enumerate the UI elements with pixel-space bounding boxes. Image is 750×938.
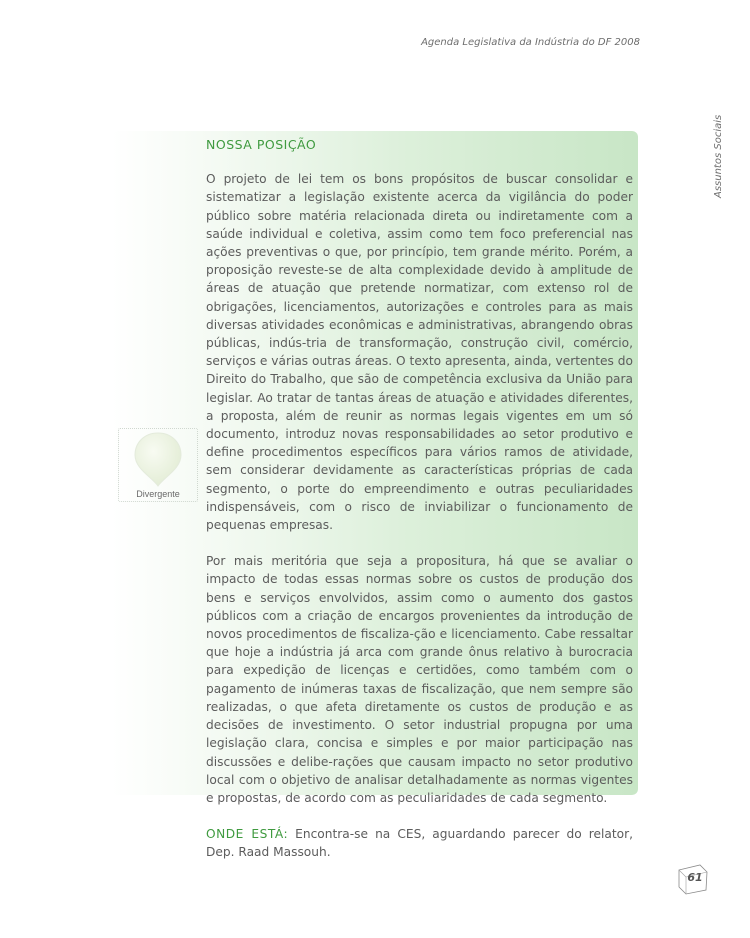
where-label: ONDE ESTÁ: — [206, 827, 289, 842]
map-pin-icon — [132, 431, 184, 487]
page-number: 61 — [687, 871, 703, 884]
running-header: Agenda Legislativa da Indústria do DF 2008 — [421, 37, 640, 48]
section-side-tab — [711, 114, 727, 200]
paragraph-1: O projeto de lei tem os bons propósitos de buscar consolidar e sistematizar a legislação existente acerca da vigilância do poder público sobre matéria relacionada direta ou indiretamente com a saúde individual e coletiva, assim como tem foco preferencial nas ações preventivas o que, por princípio, tem grande mérito. Porém, a proposição reveste-se de alta complexidade devido à amplitude de áreas de atuação que pretende normatizar, com extenso rol de obrigações, licenciamentos, autorizações e controles para as mais diversas atividades econômicas e administrativas, abrangendo obras públicas, indús-tria de transformação, construção civil, comércio, serviços e várias outras áreas. O texto apresenta, ainda, vertentes do Direito do Trabalho, que são de competência exclusiva da União para legislar. Ao tratar de tantas áreas de atuação e atividades diferentes, a proposta, além de reunir as normas legais vigentes em um só documento, introduz novas responsabilidades ao setor produtivo e define procedimentos específicos para vários ramos de atividade, sem considerar devidamente as características próprias de cada segmento, o porte do empreendimento e outras peculiaridades indispensáveis, com o risco de inviabilizar o funcionamento de pequenas empresas. — [206, 172, 633, 533]
indicator-label: Divergente — [136, 489, 180, 499]
page-number-box — [676, 862, 710, 896]
paragraph-2: Por mais meritória que seja a propositura, há que se avaliar o impacto de todas essas normas sobre os custos de produção dos bens e serviços envolvidos, assim como o aumento dos gastos públicos com a criação de encargos provenientes da introdução de novos procedimentos de fiscaliza-ção e licenciamento. Cabe ressaltar que hoje a indústria já arca com grande ônus relativo à burocracia para expedição de licenças e certidões, como também com o pagamento de inúmeras taxas de fiscalização, que nem sempre são realizadas, o que afeta diretamente os custos de produção e as decisões de investimento. O setor industrial propugna por uma legislação clara, concisa e simples e por maior participação nas discussões e delibe-rações que causam impacto no setor produtivo local com o objetivo de analisar detalhadamente as normas vigentes e propostas, de acordo com as peculiaridades de cada segmento. — [206, 554, 633, 805]
position-section — [206, 136, 633, 880]
where-text: Encontra-se na CES, aguardando parecer do relator, Dep. Raad Massouh. — [206, 827, 633, 860]
side-tab-label: Assuntos Sociais — [713, 114, 724, 198]
position-indicator — [118, 428, 198, 502]
section-heading: NOSSA POSIÇÃO — [206, 137, 317, 152]
where-paragraph — [206, 825, 633, 861]
